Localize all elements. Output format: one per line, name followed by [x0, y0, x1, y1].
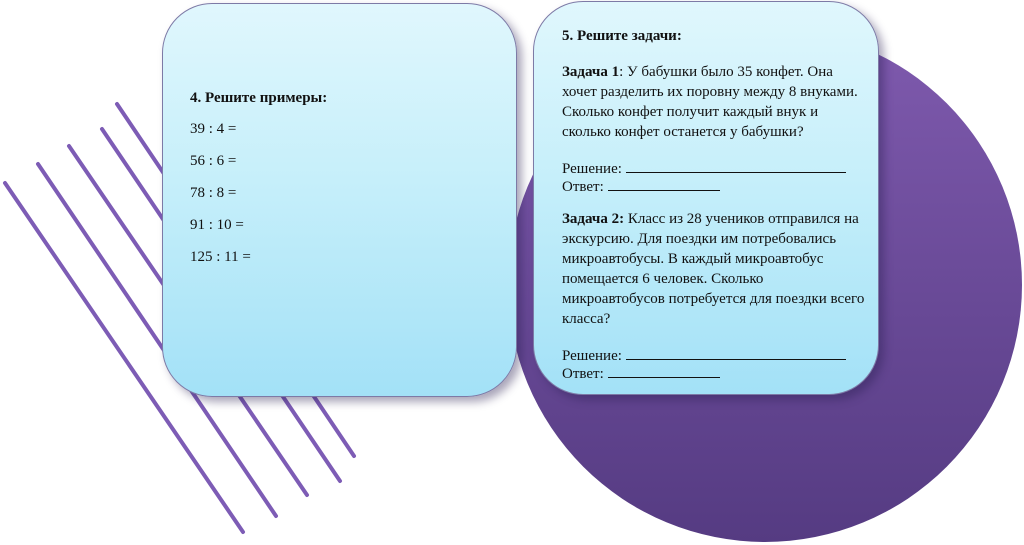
task-2-answer-line[interactable]: [608, 365, 720, 378]
task-1-answer-block: [562, 160, 867, 196]
examples-title: 4. Решите примеры:: [190, 90, 328, 106]
task-1-separator: :: [619, 64, 628, 80]
examples-card: [162, 3, 517, 397]
tasks-title: 5. Решите задачи:: [562, 28, 682, 44]
task-2-answer-label: Ответ:: [562, 366, 604, 382]
task-1-label: Задача 1: [562, 64, 620, 80]
task-1-solution-label: Решение:: [562, 161, 622, 177]
task-1: [562, 62, 867, 196]
task-2-text: [562, 209, 867, 329]
example-item: 125 : 11 =: [190, 249, 251, 265]
example-item: 56 : 6 =: [190, 153, 237, 169]
example-item: 78 : 8 =: [190, 185, 237, 201]
tasks-card: [533, 1, 879, 395]
task-2: [562, 209, 867, 383]
task-2-answer-block: [562, 347, 867, 383]
task-2-solution-line[interactable]: [626, 347, 846, 360]
task-1-body: У бабушки было 35 конфет. Она хочет разделить их поровну между 8 внуками. Сколько конфет получит каждый внук и сколько конфет останется у бабушки?: [562, 64, 858, 140]
task-2-body: Класс из 28 учеников отправился на экскурсию. Для поездки им потребовались микроавтобусы. В каждый микроавтобус помещается 6 человек. Сколько микроавтобусов потребуется для поездки всего класса?: [562, 211, 865, 327]
task-2-label: Задача 2:: [562, 211, 625, 227]
task-1-text: [562, 62, 867, 142]
task-1-answer-label: Ответ:: [562, 179, 604, 195]
example-item: 39 : 4 =: [190, 121, 237, 137]
examples-list: [190, 120, 251, 280]
task-2-solution-label: Решение:: [562, 348, 622, 364]
task-1-solution-line[interactable]: [626, 160, 846, 173]
example-item: 91 : 10 =: [190, 217, 244, 233]
task-1-answer-line[interactable]: [608, 178, 720, 191]
